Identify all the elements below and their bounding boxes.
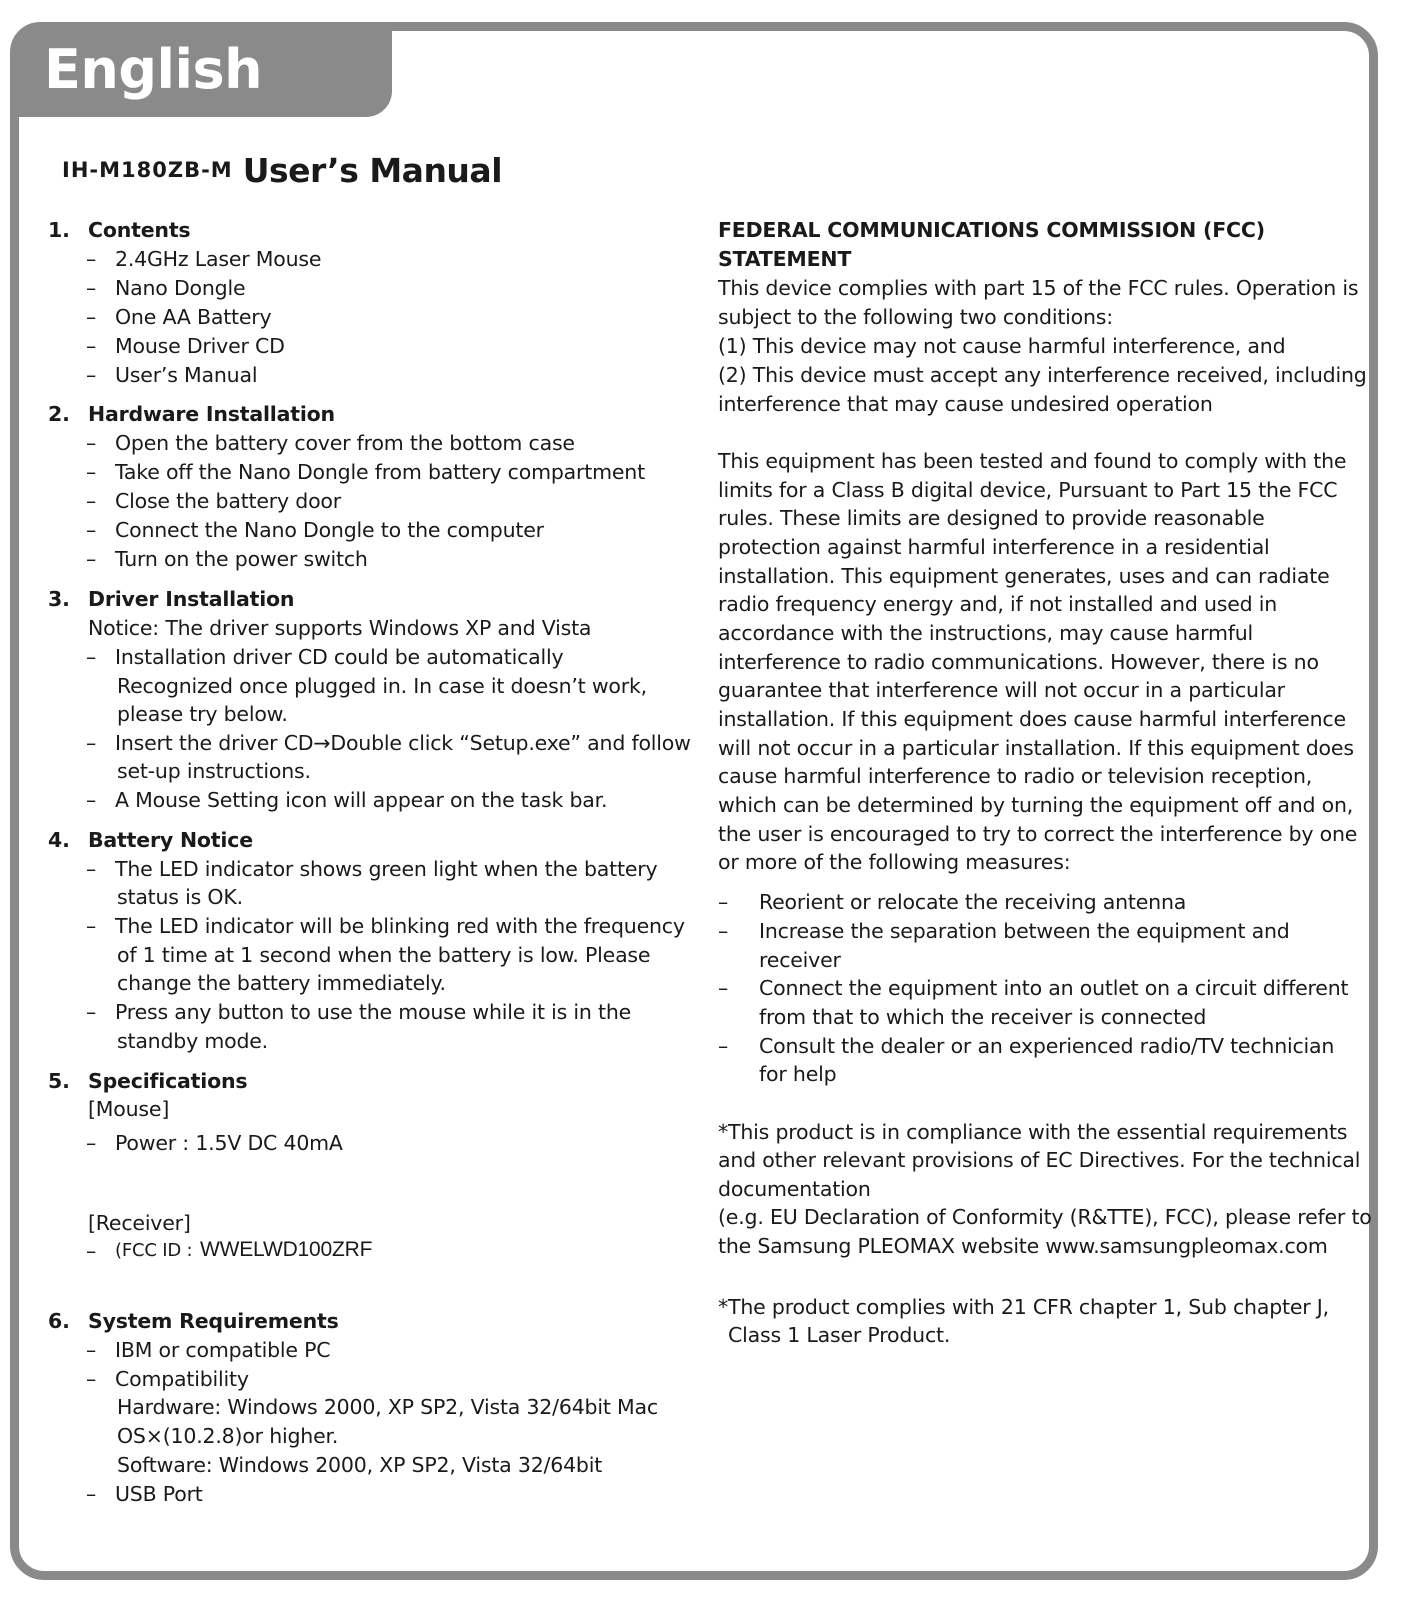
fcc-text-line: or more of the following measures: — [718, 850, 1071, 874]
list-item: Press any button to use the mouse while it is in the — [115, 1000, 632, 1024]
list-item-cont: standby mode. — [117, 1029, 268, 1053]
dash: – — [86, 489, 97, 513]
dash: – — [86, 518, 97, 542]
fcc-text-line: subject to the following two conditions: — [718, 305, 1113, 329]
dash: – — [86, 547, 97, 571]
list-item: 2.4GHz Laser Mouse — [115, 247, 322, 271]
section-number: 4. — [48, 828, 70, 852]
list-item: Take off the Nano Dongle from battery compartment — [115, 460, 645, 484]
power-spec: Power : 1.5V DC 40mA — [115, 1131, 343, 1155]
measure-item-cont: receiver — [759, 948, 841, 972]
fcc-heading-cont: STATEMENT — [718, 247, 852, 271]
measure-item: Connect the equipment into an outlet on a circuit different — [759, 976, 1349, 1000]
dash: – — [86, 247, 97, 271]
manual-title: User’s Manual — [242, 151, 503, 190]
list-item: Connect the Nano Dongle to the computer — [115, 518, 544, 542]
list-item: Open the battery cover from the bottom case — [115, 431, 575, 455]
cfr-text-line: *The product complies with 21 CFR chapter 1, Sub chapter J, — [718, 1295, 1329, 1319]
list-item: The LED indicator will be blinking red with the frequency — [115, 914, 685, 938]
list-item: One AA Battery — [115, 305, 272, 329]
dash: – — [86, 363, 97, 387]
software-req: Software: Windows 2000, XP SP2, Vista 32/64bit — [117, 1453, 603, 1477]
list-item: User’s Manual — [115, 363, 258, 387]
fcc-text-line: cause harmful interference to radio or television reception, — [718, 764, 1313, 788]
section-title-battery: Battery Notice — [88, 828, 253, 852]
section-title-contents: Contents — [88, 218, 191, 242]
ec-text-line: *This product is in compliance with the essential requirements — [718, 1120, 1348, 1144]
list-item: Insert the driver CD→Double click “Setup.exe” and follow — [115, 731, 691, 755]
section-number: 5. — [48, 1069, 70, 1093]
fcc-text-line: interference that may cause undesired operation — [718, 392, 1213, 416]
dash: – — [86, 1239, 97, 1263]
fcc-text-line: rules. These limits are designed to provide reasonable — [718, 506, 1265, 530]
list-item-cont: change the battery immediately. — [117, 971, 446, 995]
section-number: 6. — [48, 1309, 70, 1333]
measure-item: Increase the separation between the equipment and — [759, 919, 1290, 943]
fcc-text-line: limits for a Class B digital device, Pursuant to Part 15 the FCC — [718, 478, 1338, 502]
list-item-cont: please try below. — [117, 702, 288, 726]
measure-item-cont: from that to which the receiver is connected — [759, 1005, 1207, 1029]
fcc-id-value: WWELWD100ZRF — [200, 1238, 373, 1261]
dash: – — [86, 460, 97, 484]
dash: – — [86, 788, 97, 812]
list-item: Turn on the power switch — [115, 547, 368, 571]
fcc-text-line: interference to radio communications. However, there is no — [718, 650, 1319, 674]
language-tab — [10, 22, 392, 117]
driver-notice: Notice: The driver supports Windows XP and Vista — [88, 616, 592, 640]
ec-text-line: and other relevant provisions of EC Directives. For the technical — [718, 1148, 1361, 1172]
mouse-spec-label: [Mouse] — [88, 1097, 170, 1121]
list-item: The LED indicator shows green light when the battery — [115, 857, 658, 881]
list-item: IBM or compatible PC — [115, 1338, 331, 1362]
ec-text-line: (e.g. EU Declaration of Conformity (R&TTE), FCC), please refer to — [718, 1205, 1372, 1229]
measure-item: Reorient or relocate the receiving antenna — [759, 890, 1187, 914]
model-number: IH-M180ZB-M — [62, 158, 233, 182]
fcc-text-line: radio frequency energy and, if not installed and used in — [718, 592, 1278, 616]
list-item: Nano Dongle — [115, 276, 246, 300]
section-number: 1. — [48, 218, 70, 242]
list-item-cont: of 1 time at 1 second when the battery is low. Please — [117, 943, 651, 967]
dash: – — [718, 890, 729, 914]
section-title-driver: Driver Installation — [88, 587, 295, 611]
fcc-text-line: installation. This equipment generates, uses and can radiate — [718, 564, 1330, 588]
language-label: English — [44, 38, 263, 101]
cfr-text-line: Class 1 Laser Product. — [728, 1323, 951, 1347]
list-item: USB Port — [115, 1482, 203, 1506]
list-item: Close the battery door — [115, 489, 341, 513]
fcc-text-line: (1) This device may not cause harmful interference, and — [718, 334, 1286, 358]
fcc-text-line: the user is encouraged to try to correct the interference by one — [718, 822, 1358, 846]
section-title-specifications: Specifications — [88, 1069, 248, 1093]
fcc-text-line: will not occur in a particular installation. If this equipment does — [718, 736, 1354, 760]
dash: – — [86, 857, 97, 881]
fcc-text-line: accordance with the instructions, may cause harmful — [718, 621, 1254, 645]
dash: – — [86, 1131, 97, 1155]
ec-text-line: the Samsung PLEOMAX website www.samsungpleomax.com — [718, 1234, 1328, 1258]
hardware-req: Hardware: Windows 2000, XP SP2, Vista 32/64bit Mac — [117, 1395, 658, 1419]
measure-item-cont: for help — [759, 1062, 837, 1086]
dash: – — [86, 1338, 97, 1362]
dash: – — [718, 976, 729, 1000]
dash: – — [86, 645, 97, 669]
section-number: 2. — [48, 402, 70, 426]
fcc-text-line: protection against harmful interference in a residential — [718, 535, 1270, 559]
fcc-text-line: installation. If this equipment does cause harmful interference — [718, 707, 1346, 731]
dash: – — [86, 1367, 97, 1391]
dash: – — [86, 1000, 97, 1024]
list-item: Installation driver CD could be automatically — [115, 645, 564, 669]
fcc-text-line: (2) This device must accept any interference received, including — [718, 363, 1367, 387]
list-item: Compatibility — [115, 1367, 249, 1391]
fcc-text-line: This equipment has been tested and found to comply with the — [718, 449, 1347, 473]
list-item-cont: status is OK. — [117, 885, 243, 909]
list-item-cont: set-up instructions. — [117, 759, 311, 783]
fcc-id-label: (FCC ID : — [115, 1240, 193, 1261]
fcc-text-line: which can be determined by turning the equipment off and on, — [718, 793, 1354, 817]
fcc-text-line: This device complies with part 15 of the FCC rules. Operation is — [718, 276, 1359, 300]
dash: – — [86, 1482, 97, 1506]
measure-item: Consult the dealer or an experienced radio/TV technician — [759, 1034, 1335, 1058]
dash: – — [718, 1034, 729, 1058]
dash: – — [86, 431, 97, 455]
receiver-spec-label: [Receiver] — [88, 1211, 191, 1235]
section-number: 3. — [48, 587, 70, 611]
ec-text-line: documentation — [718, 1177, 871, 1201]
dash: – — [86, 305, 97, 329]
dash: – — [86, 334, 97, 358]
fcc-text-line: guarantee that interference will not occur in a particular — [718, 678, 1285, 702]
dash: – — [86, 914, 97, 938]
dash: – — [86, 731, 97, 755]
dash: – — [86, 276, 97, 300]
list-item: Mouse Driver CD — [115, 334, 285, 358]
list-item: A Mouse Setting icon will appear on the task bar. — [115, 788, 608, 812]
dash: – — [718, 919, 729, 943]
section-title-hardware: Hardware Installation — [88, 402, 335, 426]
hardware-req-cont: OS×(10.2.8)or higher. — [117, 1424, 339, 1448]
list-item-cont: Recognized once plugged in. In case it doesn’t work, — [117, 674, 647, 698]
fcc-heading: FEDERAL COMMUNICATIONS COMMISSION (FCC) — [718, 218, 1265, 242]
page-title — [62, 151, 502, 190]
section-title-system: System Requirements — [88, 1309, 339, 1333]
